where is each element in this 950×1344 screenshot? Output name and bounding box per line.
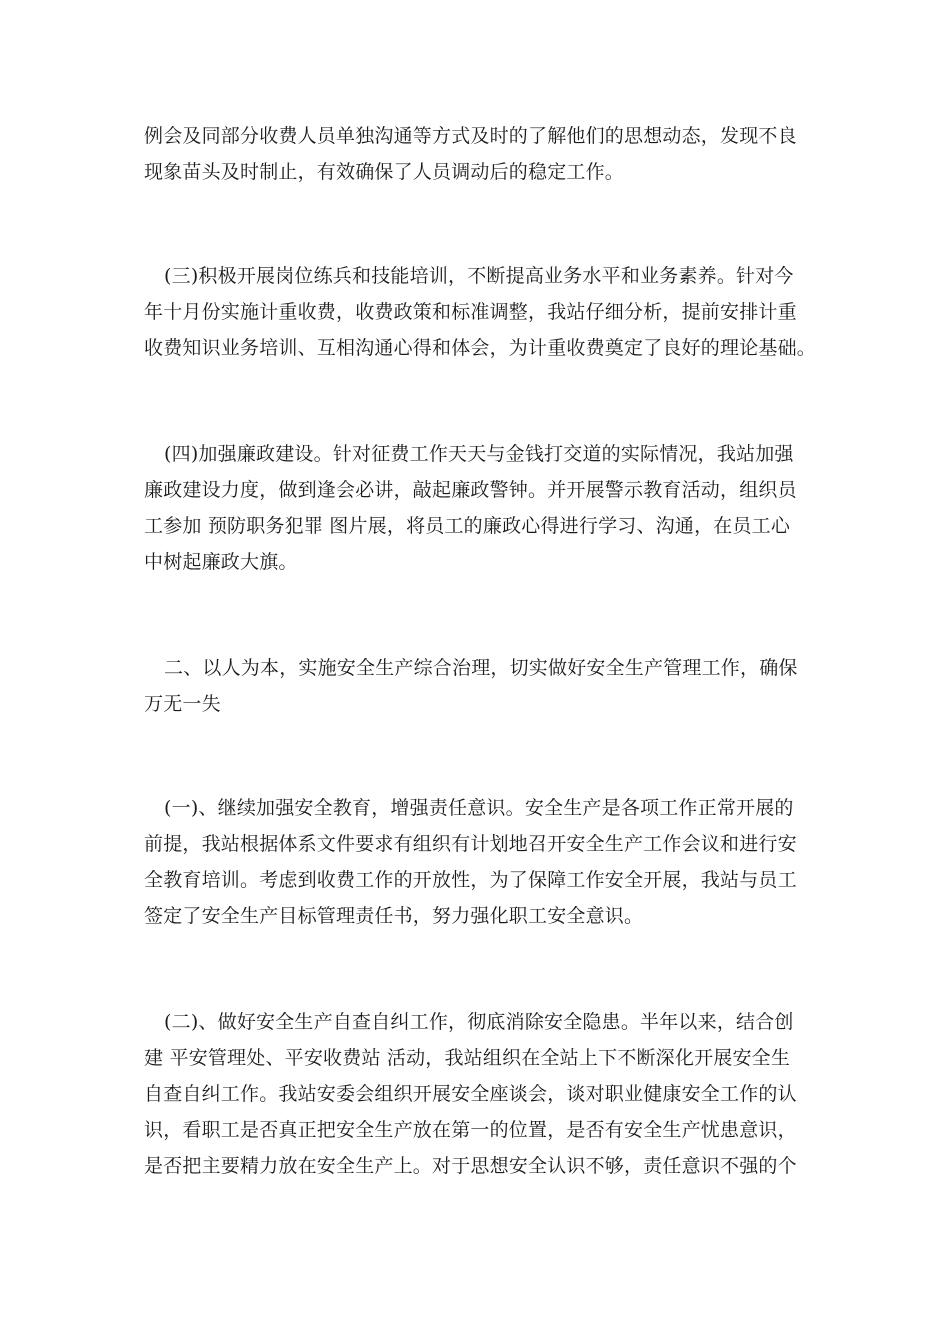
text-line: 二、以人为本，实施安全生产综合治理，切实做好安全生产管理工作，确保 xyxy=(164,657,798,679)
text-line: (二)、做好安全生产自查自纠工作，彻底消除安全隐患。半年以来，结合创 xyxy=(164,1011,794,1033)
text-line: 工参加 预防职务犯罪 图片展，将员工的廉政心得进行学习、沟通，在员工心 xyxy=(144,515,791,537)
text-line: 自查自纠工作。我站安委会组织开展安全座谈会，谈对职业健康安全工作的认 xyxy=(144,1083,797,1105)
text-line: 年十月份实施计重收费，收费政策和标准调整，我站仔细分析，提前安排计重 xyxy=(144,301,797,323)
section-heading xyxy=(144,650,808,722)
paragraph-continuation xyxy=(144,118,808,190)
text-line: 识，看职工是否真正把安全生产放在第一的位置，是否有安全生产忧患意识， xyxy=(144,1119,797,1141)
text-line: 前提，我站根据体系文件要求有组织有计划地召开安全生产工作会议和进行安 xyxy=(144,833,797,855)
text-line: 收费知识业务培训、互相沟通心得和体会，为计重收费奠定了良好的理论基础。 xyxy=(144,337,817,359)
text-line: 签定了安全生产目标管理责任书，努力强化职工安全意识。 xyxy=(144,905,644,927)
text-line: 廉政建设力度，做到逢会必讲，敲起廉政警钟。并开展警示教育活动，组织员 xyxy=(144,479,797,501)
text-line: 万无一失 xyxy=(144,693,221,715)
text-line: (三)积极开展岗位练兵和技能培训，不断提高业务水平和业务素养。针对今 xyxy=(164,265,794,287)
paragraph-item-3 xyxy=(144,258,817,366)
text-line: 是否把主要精力放在安全生产上。对于思想安全认识不够，责任意识不强的个 xyxy=(144,1155,797,1177)
text-line: 建 平安管理处、平安收费站 活动，我站组织在全站上下不断深化开展安全生 xyxy=(144,1047,791,1069)
text-line: (一)、继续加强安全教育，增强责任意识。安全生产是各项工作正常开展的 xyxy=(164,797,794,819)
text-line: 中树起廉政大旗。 xyxy=(144,551,298,573)
paragraph-item-2-2 xyxy=(144,1004,808,1184)
text-line: 全教育培训。考虑到收费工作的开放性，为了保障工作安全开展，我站与员工 xyxy=(144,869,797,891)
paragraph-item-2-1 xyxy=(144,790,808,934)
text-line: 例会及同部分收费人员单独沟通等方式及时的了解他们的思想动态，发现不良 xyxy=(144,125,797,147)
text-line: 现象苗头及时制止，有效确保了人员调动后的稳定工作。 xyxy=(144,161,625,183)
paragraph-item-4 xyxy=(144,436,808,580)
text-line: (四)加强廉政建设。针对征费工作天天与金钱打交道的实际情况，我站加强 xyxy=(164,443,794,465)
